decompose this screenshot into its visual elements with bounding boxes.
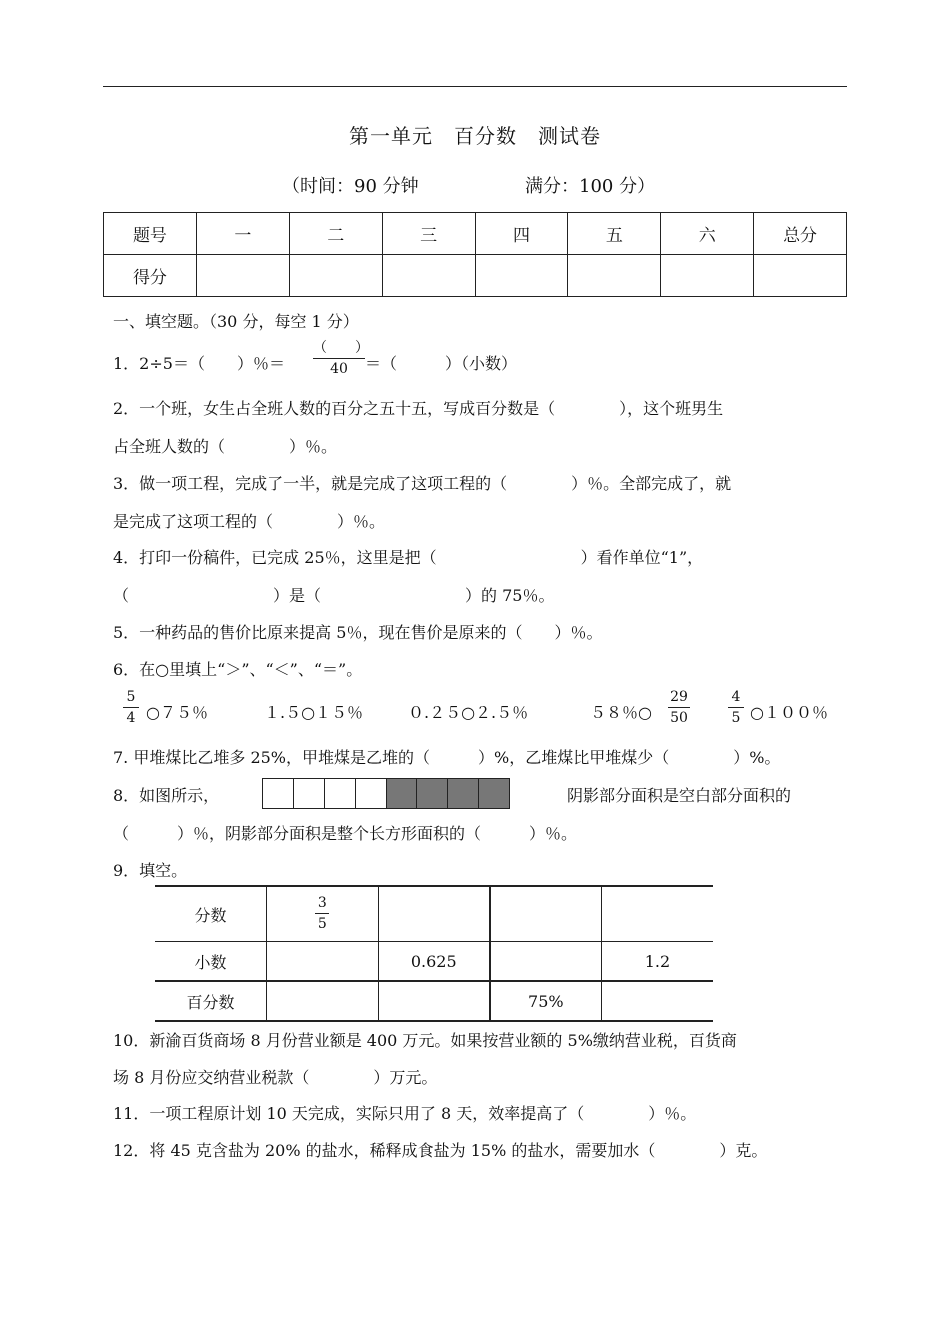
table-row	[155, 942, 713, 982]
fraction-numerator: 4	[731, 689, 741, 705]
fraction-denominator: 50	[670, 710, 688, 726]
table-row	[155, 981, 713, 1021]
q6-fraction-5-4	[123, 690, 139, 725]
score-header-cell: 三	[382, 213, 475, 255]
answer-cell[interactable]	[267, 942, 379, 982]
fraction-bar	[728, 707, 744, 708]
q7-text: 7. 甲堆煤比乙堆多 25%，甲堆煤是乙堆的（ ）%，乙堆煤比甲堆煤少（ ）%。	[113, 748, 781, 767]
score-row-label: 得分	[104, 255, 197, 297]
fraction-denominator: 4	[126, 710, 136, 726]
score-table-header-row	[104, 213, 847, 255]
q10-line2: 场 8 月份应交纳营业税款（ ）万元。	[113, 1068, 438, 1087]
score-header-cell: 二	[289, 213, 382, 255]
decimal-cell: 0.625	[378, 942, 490, 982]
q8-line2: （ ）％，阴影部分面积是整个长方形面积的（ ）％。	[113, 824, 578, 843]
score-cell[interactable]	[382, 255, 475, 297]
q5-text: 5．一种药品的售价比原来提高 5％，现在售价是原来的（ ）％。	[113, 623, 603, 642]
answer-cell[interactable]	[601, 981, 713, 1021]
exam-time: （时间：90 分钟	[282, 176, 419, 197]
q6-fraction-29-50	[668, 690, 690, 725]
fraction-denominator: 5	[317, 916, 327, 932]
answer-cell[interactable]	[490, 942, 602, 982]
answer-cell[interactable]	[490, 886, 602, 942]
blank-cell	[325, 779, 356, 808]
fraction-numerator: 3	[317, 895, 327, 911]
q1-fraction-numerator: （ ）	[313, 340, 369, 356]
score-cell[interactable]	[289, 255, 382, 297]
blank-cell	[263, 779, 294, 808]
q6-fraction-4-5	[728, 690, 744, 725]
exam-total-score: 满分：100 分）	[525, 176, 656, 197]
score-header-cell: 五	[568, 213, 661, 255]
q11-text: 11．一项工程原计划 10 天完成，实际只用了 8 天，效率提高了（ ）％。	[113, 1104, 697, 1123]
q1-fraction	[313, 340, 369, 377]
q6-compare-2: １.５○１５％	[264, 703, 364, 722]
score-cell[interactable]	[661, 255, 754, 297]
q2-line1: 2．一个班，女生占全班人数的百分之五十五，写成百分数是（ ），这个班男生	[113, 399, 724, 418]
q3-line1: 3．做一项工程，完成了一半，就是完成了这项工程的（ ）％。全部完成了，就	[113, 474, 732, 493]
answer-cell[interactable]	[267, 981, 379, 1021]
score-cell[interactable]	[754, 255, 847, 297]
q6-compare-4: ５８％○	[590, 703, 652, 722]
section-heading: 一、填空题。（30 分，每空 1 分）	[113, 312, 359, 331]
score-cell[interactable]	[568, 255, 661, 297]
fraction-numerator: 5	[126, 689, 136, 705]
q6-text: 6．在○里填上“＞”、“＜”、“＝”。	[113, 660, 363, 679]
q1-fraction-denominator: 40	[330, 361, 348, 377]
score-table	[103, 212, 847, 297]
fraction-bar	[313, 358, 365, 359]
header-rule	[103, 86, 847, 87]
q10-line1: 10．新渝百货商场 8 月份营业额是 400 万元。如果按营业额的 5%缴纳营业税，百货商	[113, 1031, 737, 1050]
percent-cell: 75%	[490, 981, 602, 1021]
fraction-cell	[267, 886, 379, 942]
shaded-cell	[448, 779, 479, 808]
score-cell[interactable]	[475, 255, 568, 297]
score-header-cell: 四	[475, 213, 568, 255]
score-header-cell: 总分	[754, 213, 847, 255]
fraction-numerator: 29	[670, 689, 688, 705]
q2-line2: 占全班人数的（ ）％。	[113, 437, 338, 456]
shaded-cell	[417, 779, 448, 808]
score-header-cell: 一	[196, 213, 289, 255]
row-label-fraction: 分数	[155, 886, 267, 942]
decimal-cell: 1.2	[601, 942, 713, 982]
blank-cell	[294, 779, 325, 808]
score-header-cell: 六	[661, 213, 754, 255]
shaded-cell	[387, 779, 418, 808]
q6-compare-3: ０.２５○２.５％	[408, 703, 529, 722]
score-header-cell: 题号	[104, 213, 197, 255]
blank-cell	[356, 779, 387, 808]
table-row	[155, 886, 713, 942]
q8-text-b: 阴影部分面积是空白部分面积的	[567, 786, 792, 805]
q9-fill-table	[155, 885, 713, 1022]
page-title: 第一单元 百分数 测试卷	[349, 124, 601, 148]
score-table-score-row	[104, 255, 847, 297]
fraction-denominator: 5	[731, 710, 741, 726]
answer-cell[interactable]	[378, 886, 490, 942]
shaded-cell	[479, 779, 509, 808]
answer-cell[interactable]	[378, 981, 490, 1021]
fraction-bar	[315, 913, 329, 914]
score-cell[interactable]	[196, 255, 289, 297]
row-label-decimal: 小数	[155, 942, 267, 982]
row-label-percent: 百分数	[155, 981, 267, 1021]
fraction-bar	[668, 707, 690, 708]
q3-line2: 是完成了这项工程的（ ）％。	[113, 512, 386, 531]
q4-line2: （ ）是（ ）的 75％。	[113, 586, 555, 605]
q8-rectangle-figure	[262, 778, 510, 809]
q4-line1: 4．打印一份稿件，已完成 25％，这里是把（ ）看作单位“1”，	[113, 548, 704, 567]
q8-text-a: 8．如图所示，	[113, 786, 220, 805]
q9-text: 9．填空。	[113, 861, 188, 880]
q1-text-b: ＝（ ）（小数）	[365, 354, 518, 373]
answer-cell[interactable]	[601, 886, 713, 942]
q6-compare-1: ○７５％	[146, 703, 208, 722]
q12-text: 12．将 45 克含盐为 20% 的盐水，稀释成食盐为 15% 的盐水，需要加水（ ）克。	[113, 1141, 768, 1160]
q6-compare-5: ○１００％	[750, 703, 828, 722]
fraction-bar	[123, 707, 139, 708]
q1-text-a: 1．2÷5＝（ ）％＝	[113, 354, 285, 373]
